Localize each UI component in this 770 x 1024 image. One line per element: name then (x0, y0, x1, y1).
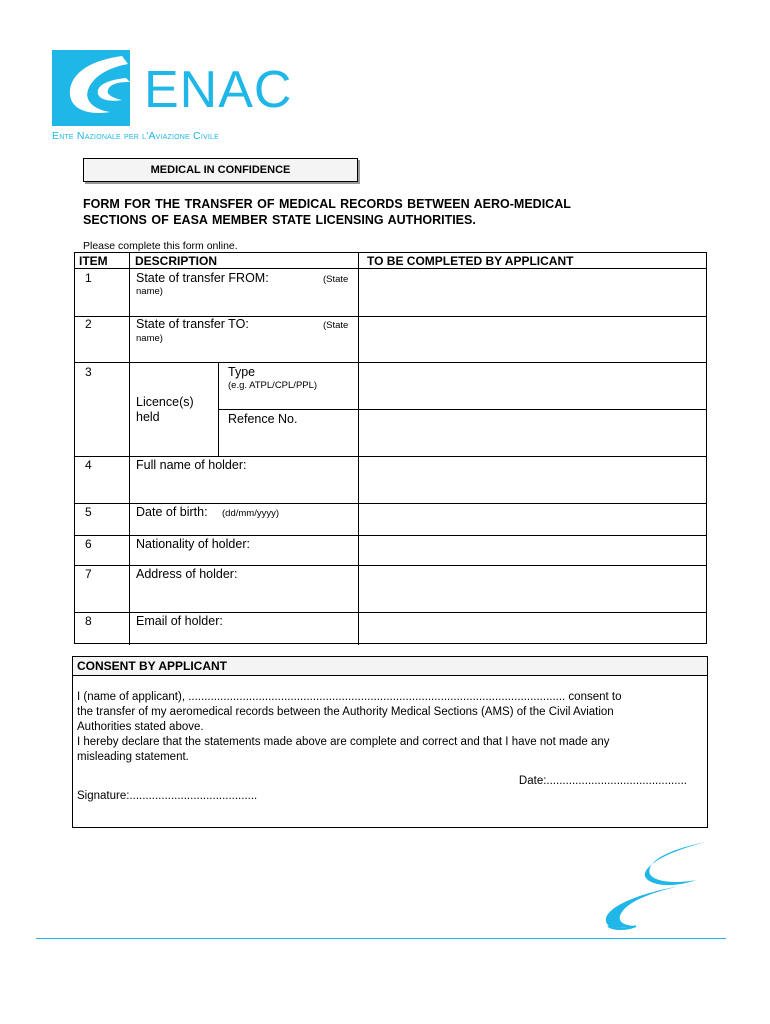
signature-field[interactable]: Signature:........................................ (77, 790, 258, 802)
consent-line4: I hereby declare that the statements made above are complete and correct and that I have not made any (77, 736, 610, 748)
licence-type-label: Type (228, 365, 256, 379)
row-5-number: 5 (85, 505, 92, 519)
row-5-label: Date of birth: (136, 505, 208, 519)
row-6-number: 6 (85, 537, 92, 551)
row-1-number: 1 (85, 271, 92, 285)
row-1-note: (State (323, 274, 349, 285)
form-title (83, 196, 683, 228)
dob-field[interactable] (360, 504, 706, 534)
state-to-field[interactable] (360, 317, 706, 361)
enac-logo (52, 50, 292, 150)
consent-line1: I (name of applicant), ...................................................................................................................... consent to (77, 691, 622, 703)
records-table (74, 252, 707, 644)
row-7-label: Address of holder: (136, 567, 238, 581)
row-2-number: 2 (85, 317, 92, 331)
row-7-number: 7 (85, 567, 92, 581)
row-5-note: (dd/mm/yyyy) (222, 508, 279, 519)
row-8-number: 8 (85, 614, 92, 628)
consent-statement (77, 690, 705, 765)
row-6-label: Nationality of holder: (136, 537, 250, 551)
header-applicant: TO BE COMPLETED BY APPLICANT (367, 254, 574, 268)
confidential-label: MEDICAL IN CONFIDENCE (83, 158, 358, 182)
swoosh-logo-icon (596, 840, 708, 932)
consent-line3: Authorities stated above. (77, 721, 204, 733)
row-2-note-cont: name) (136, 333, 163, 344)
consent-line5: misleading statement. (77, 751, 189, 763)
header-description: DESCRIPTION (135, 254, 218, 268)
row-3-label-line2: held (136, 410, 160, 424)
licence-type-field[interactable] (360, 363, 706, 408)
form-title-line2: SECTIONS OF EASA MEMBER STATE LICENSING AUTHORITIES. (83, 213, 476, 227)
row-4-label: Full name of holder: (136, 458, 247, 472)
row-2-note: (State (323, 320, 349, 331)
state-from-field[interactable] (360, 269, 706, 315)
footer-rule (36, 938, 726, 939)
date-field[interactable]: Date:............................................ (518, 775, 687, 787)
row-4-number: 4 (85, 458, 92, 472)
reference-no-field[interactable] (360, 410, 706, 455)
instruction-text: Please complete this form online. (83, 240, 238, 252)
row-8-label: Email of holder: (136, 614, 223, 628)
licence-type-note: (e.g. ATPL/CPL/PPL) (228, 380, 318, 391)
row-1-note-cont: name) (136, 286, 163, 297)
row-2-label: State of transfer TO: (136, 317, 249, 331)
logo-subtitle: Ente Nazionale per l'Aviazione Civile (52, 130, 219, 142)
reference-no-label: Refence No. (228, 412, 298, 426)
header-item: ITEM (79, 254, 108, 268)
consent-heading: CONSENT BY APPLICANT (73, 657, 707, 676)
nationality-field[interactable] (360, 536, 706, 564)
full-name-field[interactable] (360, 457, 706, 502)
form-title-line1: FORM FOR THE TRANSFER OF MEDICAL RECORDS BETWEEN AERO-MEDICAL (83, 197, 571, 211)
address-field[interactable] (360, 566, 706, 611)
logo-mark (52, 50, 130, 126)
logo-wordmark: ENAC (144, 61, 293, 119)
consent-section (72, 656, 708, 828)
row-3-number: 3 (85, 365, 92, 379)
email-field[interactable] (360, 613, 706, 644)
row-3-label-line1: Licence(s) (136, 395, 194, 409)
row-1-label: State of transfer FROM: (136, 271, 269, 285)
consent-line2: the transfer of my aeromedical records between the Authority Medical Sections (AMS) of the Civil Aviation (77, 706, 614, 718)
